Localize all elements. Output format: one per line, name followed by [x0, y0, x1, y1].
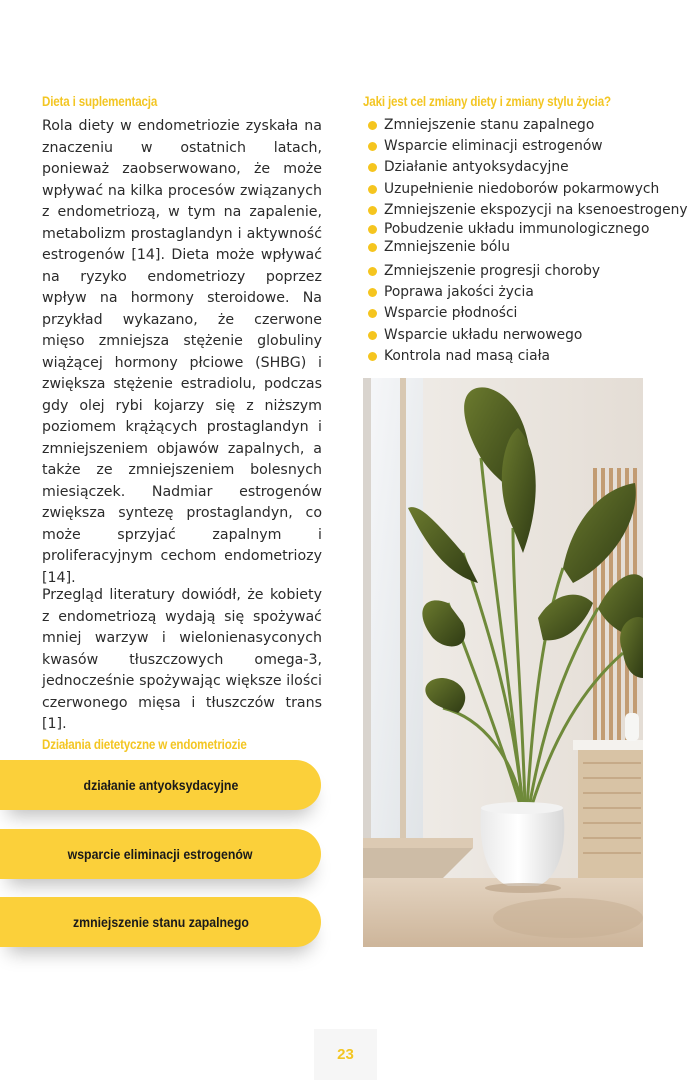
bullet-dot-icon	[368, 288, 377, 297]
action-pill-label: zmniejszenie stanu zapalnego	[72, 914, 249, 930]
goal-item: Pobudzenie układu immunologicznego	[368, 221, 688, 237]
goals-list	[368, 115, 688, 367]
goal-item: Kontrola nad masą ciała	[368, 346, 688, 367]
section-heading-diet: Dieta i suplementacja	[42, 94, 158, 109]
page-number: 23	[314, 1029, 377, 1080]
bullet-dot-icon	[368, 142, 377, 151]
bullet-dot-icon	[368, 163, 377, 172]
goal-item: Wsparcie eliminacji estrogenów	[368, 136, 688, 157]
section-heading-goals: Jaki jest cel zmiany diety i zmiany stylu życia?	[363, 94, 611, 109]
bullet-dot-icon	[368, 267, 377, 276]
plant-interior-photo	[363, 378, 643, 947]
section-heading-dietary-actions: Działania dietetyczne w endometriozie	[42, 737, 247, 752]
bullet-dot-icon	[368, 206, 377, 215]
action-pill-label: wsparcie eliminacji estrogenów	[68, 846, 253, 862]
goal-item: Wsparcie płodności	[368, 303, 688, 324]
bullet-dot-icon	[368, 309, 377, 318]
bullet-dot-icon	[368, 331, 377, 340]
action-pill-estrogen-elimination	[0, 829, 321, 879]
goal-item: Zmniejszenie stanu zapalnego	[368, 115, 688, 136]
bullet-dot-icon	[368, 185, 377, 194]
bullet-dot-icon	[368, 121, 377, 130]
goal-item: Wsparcie układu nerwowego	[368, 325, 688, 346]
goal-item: Zmniejszenie ekspozycji na ksenoestrogeny	[368, 200, 688, 221]
goal-item: Zmniejszenie progresji choroby	[368, 261, 688, 282]
bullet-dot-icon	[368, 225, 377, 234]
paragraph-diet-role: Rola diety w endometriozie zyskała na znaczeniu w ostatnich latach, ponieważ zaobserwowano, że może wpływać na kilka procesów związanych z endometriozą, w tym na zapalenie, metabolizm prostaglandyn i aktywność estrogenów [14]. Dieta może wpływać na ryzyko endometriozy poprzez wpływ na hormony steroidowe. Na przykład wykazano, że czerwone mięso zmniejsza stężenie globuliny wiążącej hormony płciowe (SHBG) i zwiększa stężenie estradiolu, podczas gdy olej rybi kojarzy się z niższym poziomem krążących prostaglandyn i zmniejszeniem objawów zapalnych, a także ze zmniejszeniem bolesnych miesiączek. Nadmiar estrogenów zwiększa syntezę prostaglandyn, co może sprzyjać zapalnym i proliferacyjnym cechom endometriozy [14].	[42, 118, 322, 586]
goal-item: Poprawa jakości życia	[368, 282, 688, 303]
action-pill-antioxidant	[0, 760, 321, 810]
bullet-dot-icon	[368, 352, 377, 361]
goal-item: Zmniejszenie bólu	[368, 237, 688, 261]
paragraph-literature-review: Przegląd literatury dowiódł, że kobiety z endometriozą wydają się spożywać mniej warzyw i wielonienasyconych kwasów tłuszczowych omega-3, jednocześnie spożywając większe ilości czerwonego mięsa i tłuszczów trans [1].	[42, 587, 322, 732]
goal-item: Działanie antyoksydacyjne	[368, 157, 688, 178]
action-pill-label: działanie antyoksydacyjne	[83, 777, 238, 793]
goal-item: Uzupełnienie niedoborów pokarmowych	[368, 179, 688, 200]
bullet-dot-icon	[368, 243, 377, 252]
action-pill-inflammation	[0, 897, 321, 947]
